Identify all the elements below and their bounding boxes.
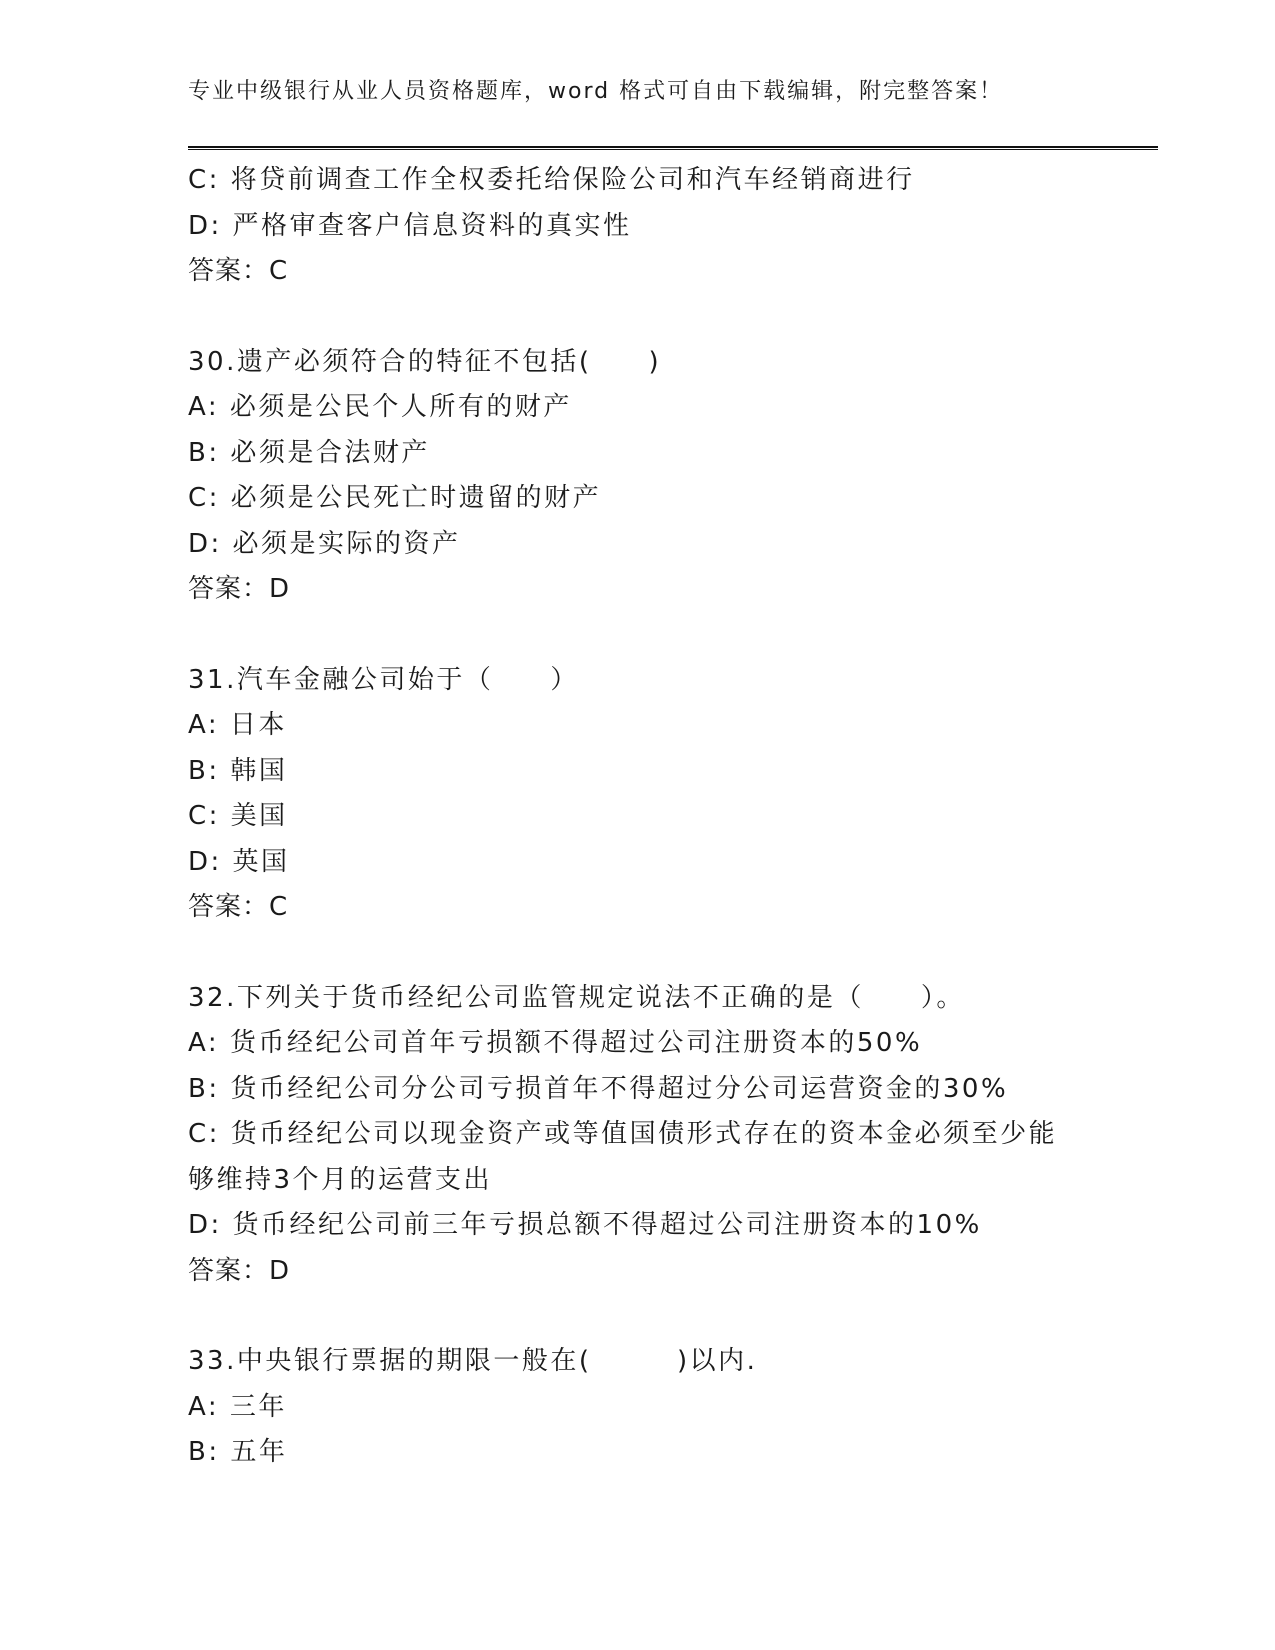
answer-line: 答案：D: [188, 574, 291, 604]
option-b: B: 韩国: [188, 755, 288, 786]
answer-line: 答案：C: [188, 256, 289, 286]
question-block-30: [188, 340, 1088, 613]
answer-line: 答案：C: [188, 892, 289, 922]
option-a: A: 三年: [188, 1391, 287, 1422]
option-b: B: 必须是合法财产: [188, 437, 430, 468]
option-c: C: 必须是公民死亡时遗留的财产: [188, 483, 602, 513]
answer-line: 答案：D: [188, 1255, 291, 1286]
option-d: D: 英国: [188, 846, 290, 877]
question-stem: 30.遗产必须符合的特征不包括( ): [188, 346, 662, 377]
header-divider: [188, 146, 1158, 150]
question-block-32: [188, 976, 1088, 1295]
page-header: 专业中级银行从业人员资格题库，word 格式可自由下载编辑，附完整答案！: [188, 79, 1004, 104]
question-stem: 31.汽车金融公司始于（ ）: [188, 664, 579, 695]
option-d: D: 必须是实际的资产: [188, 528, 461, 559]
spacer: [188, 295, 1088, 340]
option-c: C: 将贷前调查工作全权委托给保险公司和汽车经销商进行: [188, 165, 915, 195]
option-d: D: 货币经纪公司前三年亏损总额不得超过公司注册资本的10%: [188, 1210, 982, 1240]
option-a: A: 货币经纪公司首年亏损额不得超过公司注册资本的50%: [188, 1028, 923, 1058]
question-stem: 33.中央银行票据的期限一般在( )以内.: [188, 1346, 758, 1376]
question-stem: 32.下列关于货币经纪公司监管规定说法不正确的是（ ）。: [188, 982, 965, 1013]
option-d: D: 严格审查客户信息资料的真实性: [188, 210, 632, 241]
option-b: B: 货币经纪公司分公司亏损首年不得超过分公司运营资金的30%: [188, 1073, 1009, 1104]
question-block-31: [188, 658, 1088, 931]
question-list: [188, 158, 1088, 1476]
option-c-continuation: 够维持3个月的运营支出: [188, 1164, 493, 1195]
spacer: [188, 931, 1088, 976]
question-block-33: [188, 1339, 1088, 1476]
option-b: B: 五年: [188, 1437, 288, 1467]
spacer: [188, 613, 1088, 658]
option-a: A: 必须是公民个人所有的财产: [188, 392, 572, 422]
option-c: C: 货币经纪公司以现金资产或等值国债形式存在的资本金必须至少能: [188, 1119, 1058, 1149]
option-c: C: 美国: [188, 801, 288, 831]
spacer: [188, 1294, 1088, 1339]
option-a: A: 日本: [188, 710, 287, 740]
question-block-29: [188, 158, 1088, 295]
